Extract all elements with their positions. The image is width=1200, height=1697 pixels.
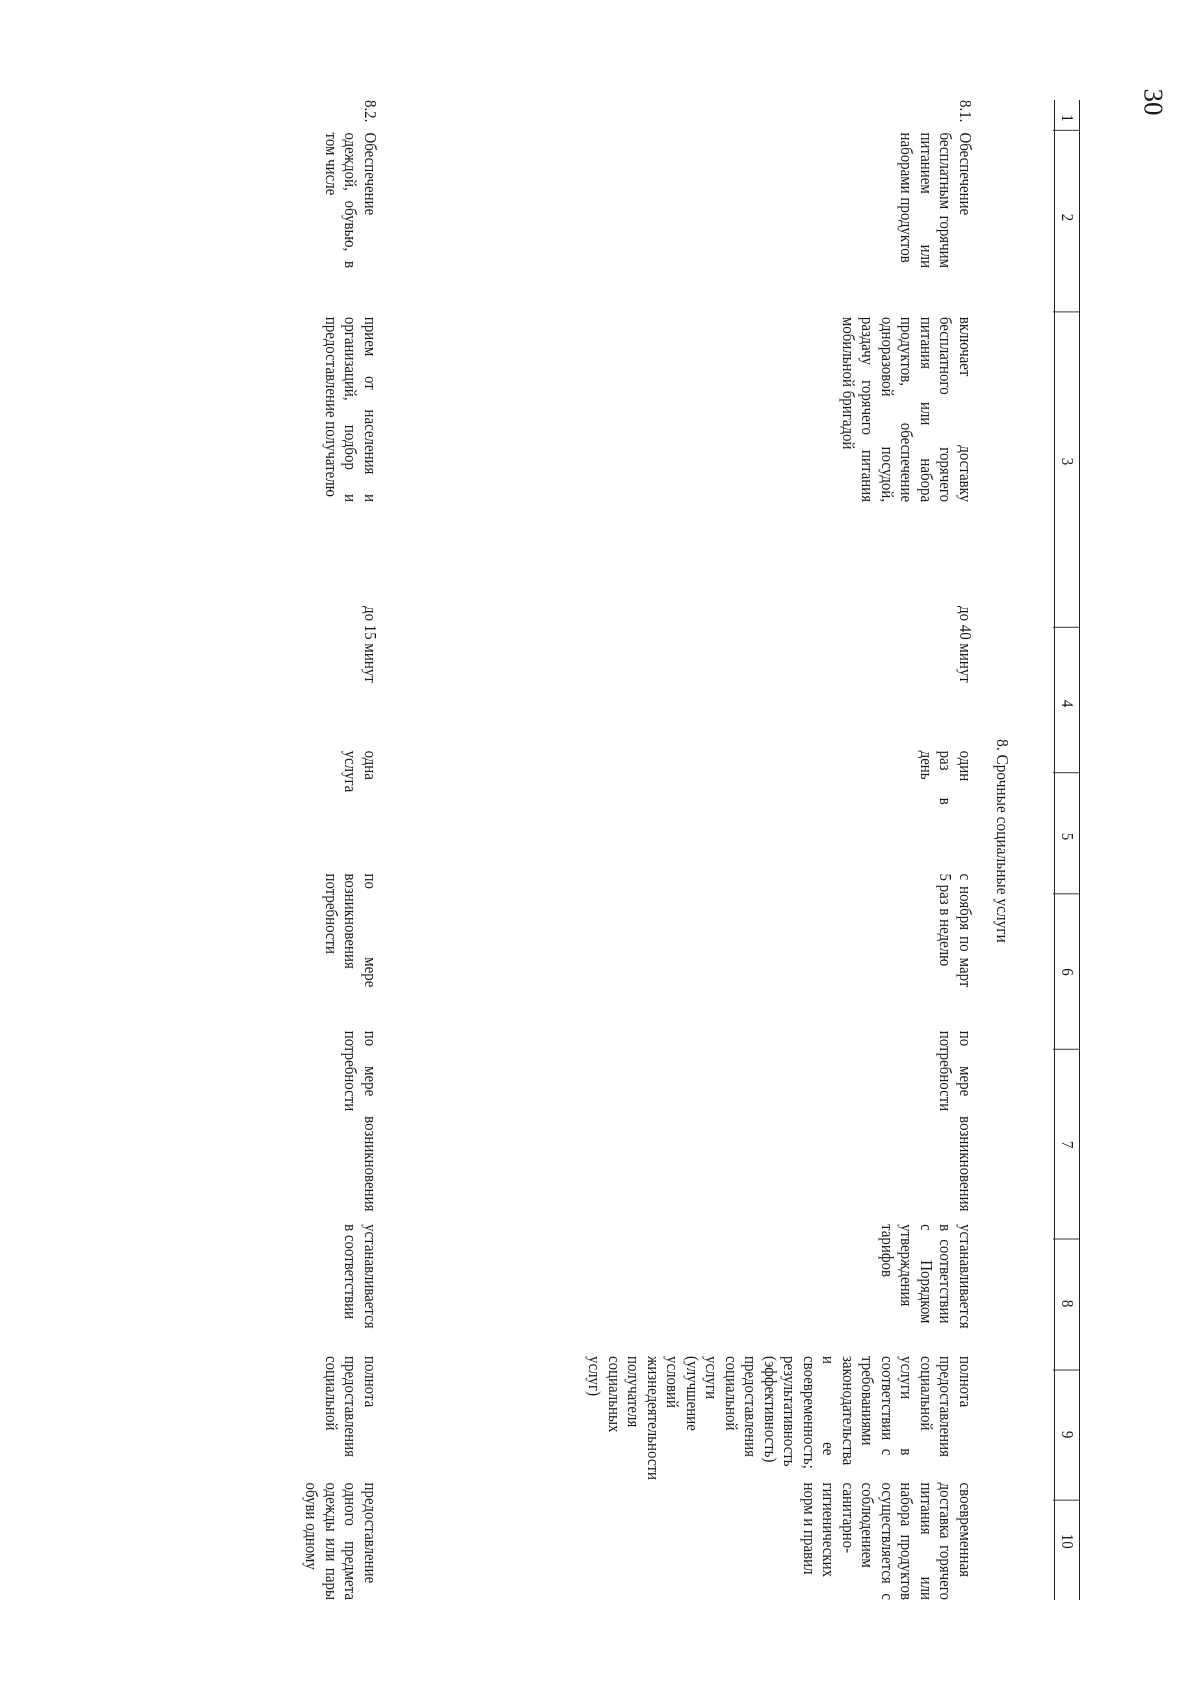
- column-number: 8: [1058, 1299, 1077, 1308]
- service-time: до 40 минут: [956, 606, 975, 683]
- column-divider: [1053, 311, 1080, 312]
- service-tariff: устанавливается в соответствии: [341, 1224, 380, 1329]
- service-unit: один раз в день: [917, 750, 975, 805]
- service-frequency: по мере возникновения потребности: [322, 873, 380, 988]
- column-number: 5: [1058, 832, 1077, 841]
- column-number: 3: [1058, 457, 1077, 466]
- row-number: 8.1.: [956, 100, 975, 123]
- service-unit: одна услуга: [341, 750, 380, 793]
- column-number: 4: [1058, 699, 1077, 708]
- service-tariff: устанавливается в соответствии с Порядком утверждения тарифов: [878, 1224, 975, 1329]
- column-divider: [1053, 627, 1080, 628]
- table-top-rule: [1079, 100, 1080, 1600]
- section-title: 8. Срочные социальные услуги: [993, 739, 1012, 943]
- service-term: по мере возникновения потребности: [936, 1030, 975, 1212]
- service-time: до 15 минут: [361, 606, 380, 683]
- header-bottom-rule: [1054, 100, 1055, 1600]
- column-number: 1: [1058, 114, 1077, 122]
- column-divider: [1053, 772, 1080, 773]
- service-name: Обеспечение одеждой, обувью, в том числе: [322, 132, 380, 269]
- column-number: 2: [1058, 213, 1077, 222]
- column-divider: [1053, 1049, 1080, 1050]
- service-content: прием от населения и организаций, подбор и предоставление получателю: [322, 316, 380, 503]
- service-content: включает доставку бесплатного горячего питания или набора продуктов, обеспечение одноразовой посудой, раздачу горячего питания мобильной бригадой: [839, 316, 975, 503]
- service-quality: полнота предоставления социальной услуги в соответствии с требованиями законодательства и ее своевременность; результативность (эффективность) предоставления социальной услуги (улучшение условий жизнедеятельности получателя социальных услуг): [585, 1356, 975, 1480]
- column-divider: [1053, 893, 1080, 894]
- landscape-table: [230, 100, 1080, 1600]
- column-divider: [1053, 1370, 1080, 1371]
- service-conditions: предоставление одного предмета одежды или пары обуви одному: [302, 1482, 380, 1600]
- column-divider: [1053, 1500, 1080, 1501]
- column-divider: [1053, 1239, 1080, 1240]
- page-number: 30: [1138, 88, 1169, 116]
- service-term: по мере возникновения потребности: [341, 1030, 380, 1212]
- service-quality: полнота предоставления социальной: [322, 1356, 380, 1457]
- column-number: 6: [1058, 968, 1077, 976]
- column-number: 9: [1058, 1430, 1077, 1439]
- service-conditions: своевременная доставка горячего питания или набора продуктов осуществляется с соблюдением санитарно-гигиенических норм и правил: [800, 1482, 975, 1600]
- column-number: 7: [1058, 1140, 1077, 1149]
- service-name: Обеспечение бесплатным горячим питанием или наборами продуктов: [897, 132, 975, 269]
- service-frequency: с ноября по март 5 раз в неделю: [936, 873, 975, 988]
- column-number: 10: [1058, 1533, 1077, 1549]
- row-number: 8.2.: [361, 100, 380, 123]
